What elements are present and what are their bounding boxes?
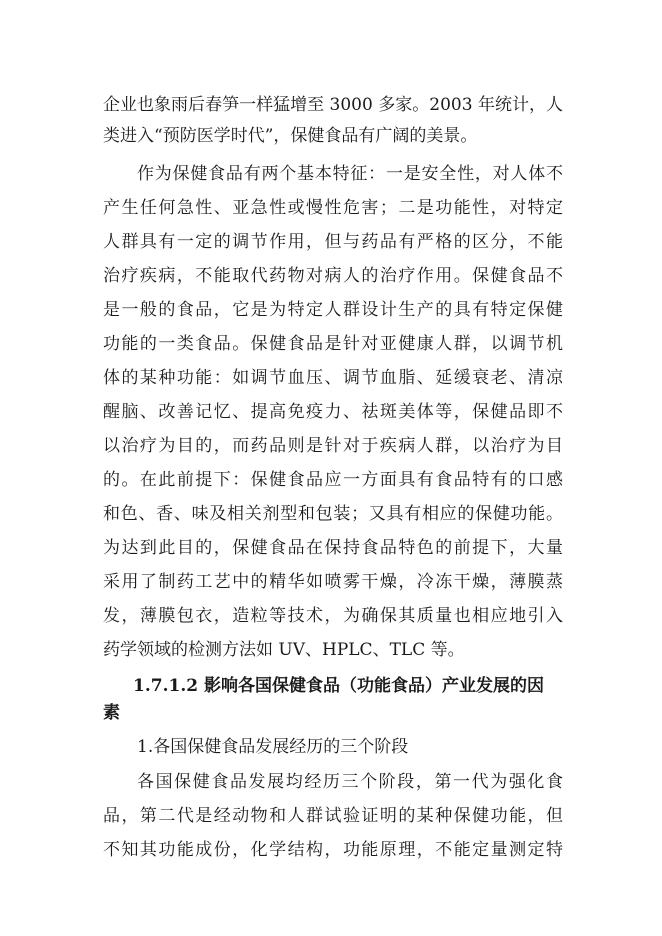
text-line: 各国保健食品发展均经历三个阶段，第一代为强化食 xyxy=(137,772,563,792)
text-line: 为达到此目的，保健食品在保持食品特色的前提下，大量 xyxy=(103,538,563,558)
text-line: 作为保健食品有两个基本特征：一是安全性，对人体不 xyxy=(137,164,563,184)
text-line: 治疗疾病，不能取代药物对病人的治疗作用。保健食品不 xyxy=(103,266,563,286)
section-heading-line: 1.7.1.2 影响各国保健食品（功能食品）产业发展的因 xyxy=(133,676,544,696)
text-line: 和色、香、味及相关剂型和包装；又具有相应的保健功能。 xyxy=(103,504,563,524)
text-line: 产生任何急性、亚急性或慢性危害；二是功能性，对特定 xyxy=(103,198,563,218)
text-line: 人群具有一定的调节作用，但与药品有严格的区分，不能 xyxy=(103,232,563,252)
subheading: 1.各国保健食品发展经历的三个阶段 xyxy=(137,737,409,757)
text-line: 功能的一类食品。保健食品是针对亚健康人群，以调节机 xyxy=(103,334,563,354)
text-line: 类进入“预防医学时代”，保健食品有广阔的美景。 xyxy=(103,126,478,146)
text-line: 发，薄膜包衣，造粒等技术，为确保其质量也相应地引入 xyxy=(103,606,563,626)
text-line: 品，第二代是经动物和人群试验证明的某种保健功能，但 xyxy=(103,806,563,826)
text-line: 采用了制药工艺中的精华如喷雾干燥，冷冻干燥，薄膜蒸 xyxy=(103,572,563,592)
text-line: 是一般的食品，它是为特定人群设计生产的具有特定保健 xyxy=(103,300,563,320)
text-line: 的。在此前提下：保健食品应一方面具有食品特有的口感 xyxy=(103,470,563,490)
text-line: 体的某种功能：如调节血压、调节血脂、延缓衰老、清凉 xyxy=(103,368,563,388)
text-line: 不知其功能成份，化学结构，功能原理，不能定量测定特 xyxy=(103,840,563,860)
text-line: 药学领域的检测方法如 UV、HPLC、TLC 等。 xyxy=(103,640,465,660)
section-heading-line: 素 xyxy=(103,703,120,723)
text-line: 醒脑、改善记忆、提高免疫力、祛斑美体等，保健品即不 xyxy=(103,402,563,422)
text-line: 企业也象雨后春笋一样猛增至 3000 多家。2003 年统计，人 xyxy=(103,95,563,115)
text-line: 以治疗为目的，而药品则是针对于疾病人群，以治疗为目 xyxy=(103,436,563,456)
